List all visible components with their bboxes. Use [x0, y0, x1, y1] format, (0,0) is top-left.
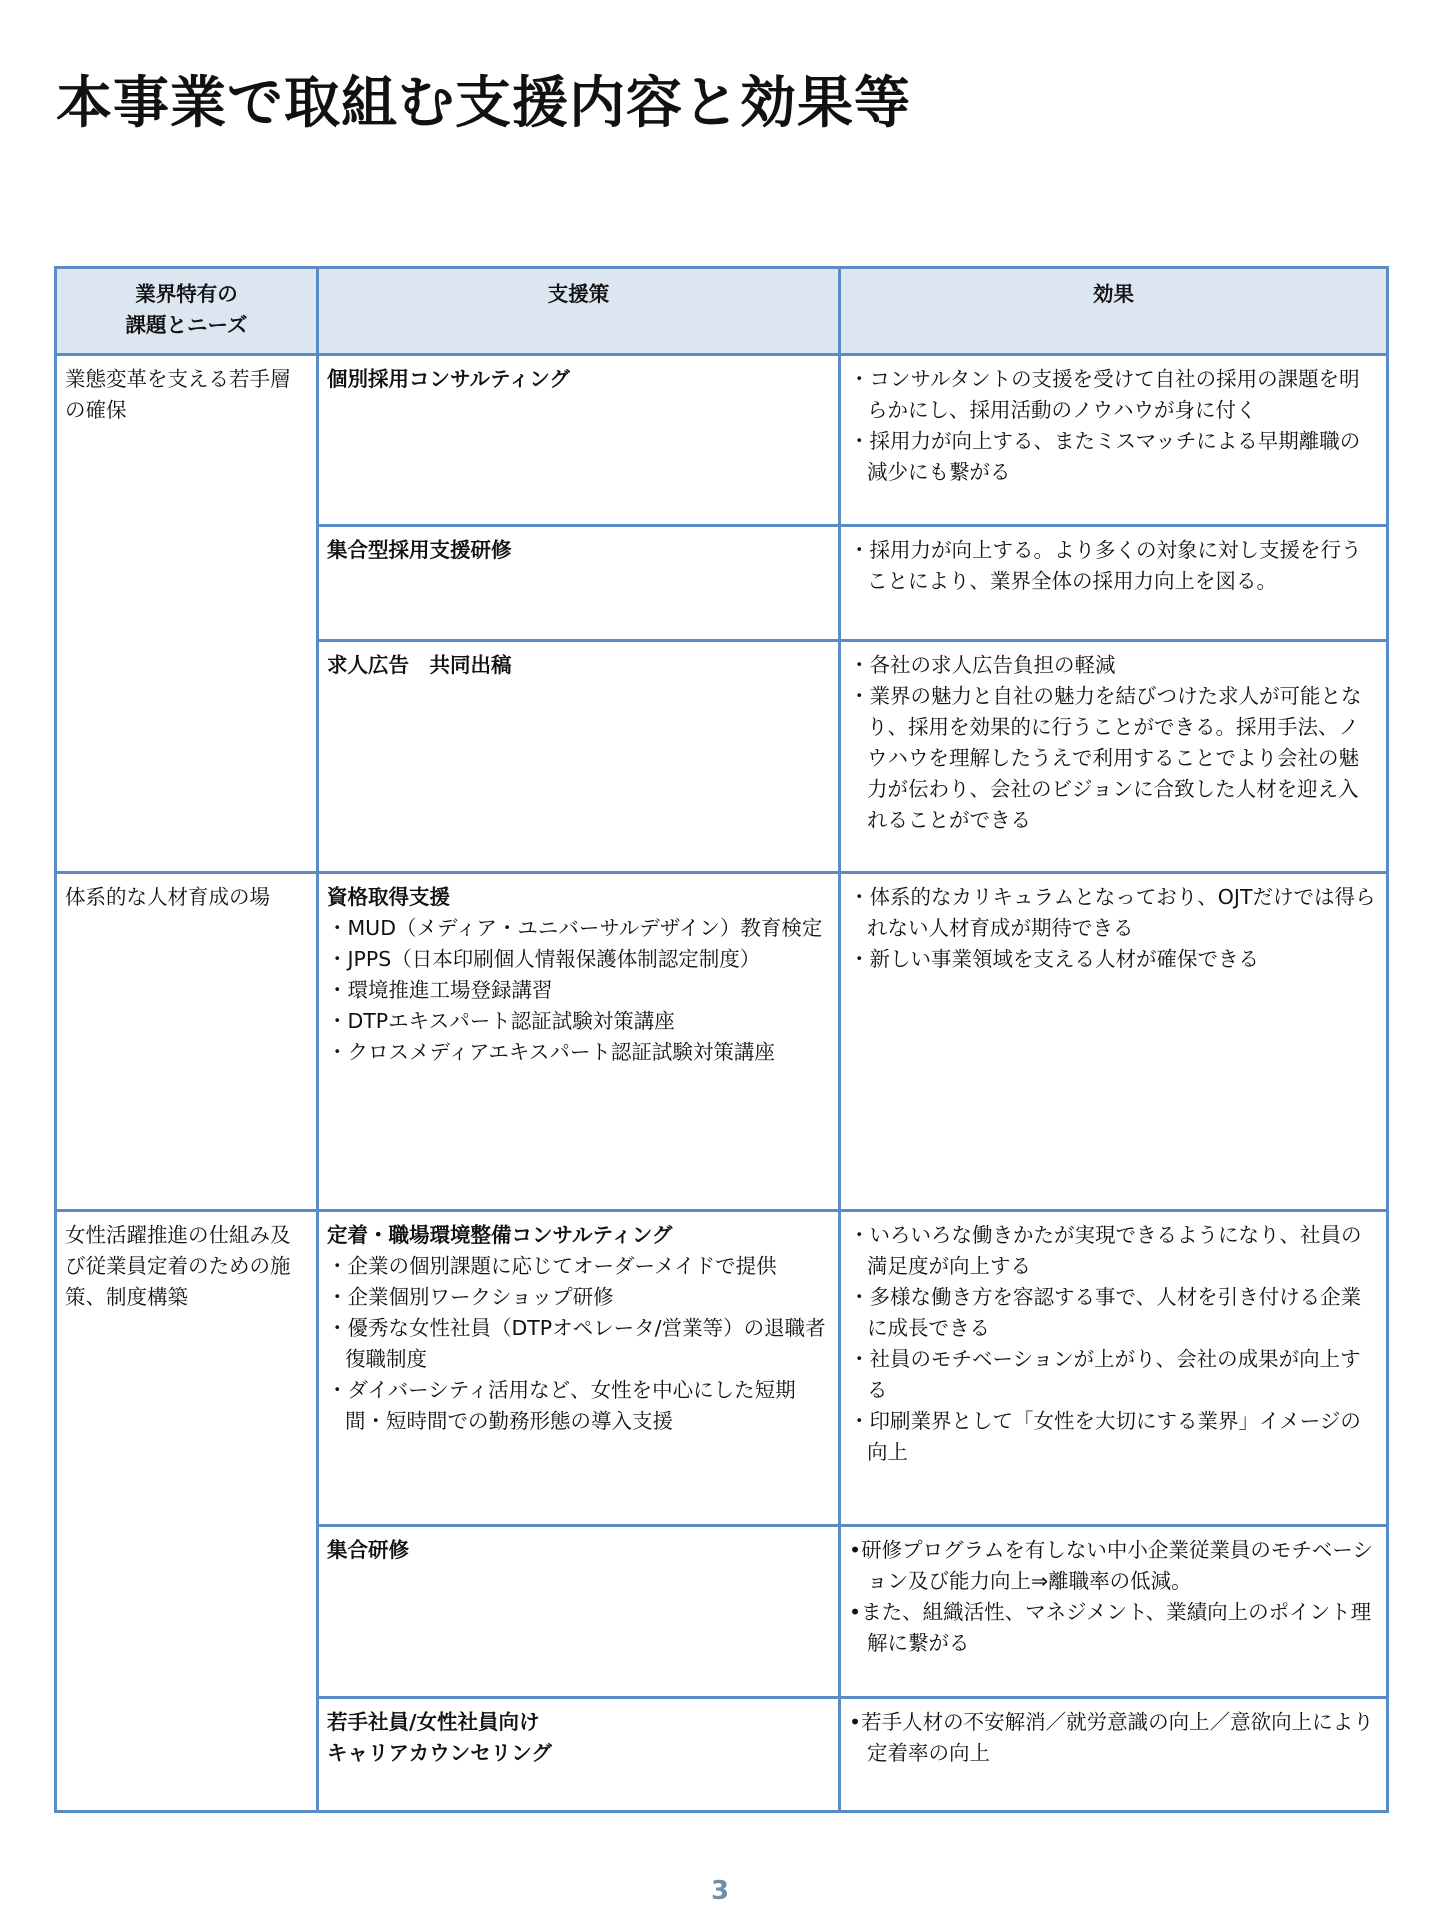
measure-item: ・クロスメディアエキスパート認証試験対策講座	[327, 1040, 775, 1064]
measure-title: 集合研修	[327, 1538, 409, 1562]
measure-item: ・環境推進工場登録講習	[327, 978, 553, 1002]
measure-title: 若手社員/女性社員向け	[327, 1710, 540, 1734]
effect-cell	[840, 873, 1388, 1211]
need-cell-hr-development: 体系的な人材育成の場	[56, 873, 318, 1211]
measure-title: 個別採用コンサルティング	[327, 367, 570, 391]
measure-item: ・DTPエキスパート認証試験対策講座	[327, 1009, 675, 1033]
effect-item: ・いろいろな働きかたが実現できるようになり、社員の満足度が向上する	[849, 1223, 1362, 1278]
measure-cell	[318, 355, 840, 526]
page-number: 3	[710, 1876, 730, 1906]
effect-cell	[840, 355, 1388, 526]
measure-title: 資格取得支援	[327, 885, 450, 909]
measure-cell	[318, 1698, 840, 1812]
header-needs	[56, 268, 318, 355]
measure-item: ・優秀な女性社員（DTPオペレータ/営業等）の退職者復職制度	[327, 1316, 826, 1371]
measure-title-line2: キャリアカウンセリング	[327, 1741, 552, 1765]
measure-item: ・企業の個別課題に応じてオーダーメイドで提供	[327, 1254, 777, 1278]
effect-cell	[840, 1526, 1388, 1698]
effect-item: ・業界の魅力と自社の魅力を結びつけた求人が可能となり、採用を効果的に行うことができる。採用手法、ノウハウを理解したうえで利用することでより会社の魅力が伝わり、会社のビジョンに合致した人材を迎え入れることができる	[849, 684, 1362, 832]
effect-item: •若手人材の不安解消／就労意識の向上／意欲向上により定着率の向上	[849, 1710, 1374, 1765]
measure-item: ・ダイバーシティ活用など、女性を中心にした短期間・短時間での勤務形態の導入支援	[327, 1378, 796, 1433]
measure-cell	[318, 641, 840, 873]
need-cell-young-recruit: 業態変革を支える若手層の確保	[56, 355, 318, 873]
measure-cell	[318, 526, 840, 641]
header-needs-line2: 課題とニーズ	[125, 313, 248, 337]
measure-title: 求人広告 共同出稿	[327, 653, 512, 677]
measure-cell	[318, 873, 840, 1211]
measure-cell	[318, 1211, 840, 1526]
measure-item: ・JPPS（日本印刷個人情報保護体制認定制度）	[327, 947, 761, 971]
table-header-row	[56, 268, 1388, 355]
effect-item: ・社員のモチベーションが上がり、会社の成果が向上する	[849, 1347, 1361, 1402]
effect-cell	[840, 641, 1388, 873]
measure-cell	[318, 1526, 840, 1698]
effect-cell	[840, 526, 1388, 641]
page-title: 本事業で取組む支援内容と効果等	[56, 71, 911, 136]
effect-item: ・新しい事業領域を支える人材が確保できる	[849, 947, 1259, 971]
need-cell-women-retention: 女性活躍推進の仕組み及び従業員定着のための施策、制度構築	[56, 1211, 318, 1812]
effect-item: ・採用力が向上する、またミスマッチによる早期離職の減少にも繋がる	[849, 429, 1361, 484]
effect-cell	[840, 1211, 1388, 1526]
effect-cell	[840, 1698, 1388, 1812]
measure-item: ・MUD（メディア・ユニバーサルデザイン）教育検定	[327, 916, 823, 940]
effect-item: ・コンサルタントの支援を受けて自社の採用の課題を明らかにし、採用活動のノウハウが身に付く	[849, 367, 1360, 422]
header-needs-line1: 業界特有の	[135, 282, 238, 306]
header-measures: 支援策	[318, 268, 840, 355]
effect-item: ・採用力が向上する。より多くの対象に対し支援を行うことにより、業界全体の採用力向上を図る。	[849, 538, 1362, 593]
effect-item: ・各社の求人広告負担の軽減	[849, 653, 1116, 677]
effect-item: ・多様な働き方を容認する事で、人材を引き付ける企業に成長できる	[849, 1285, 1362, 1340]
support-measures-table	[54, 266, 1389, 1813]
measure-title: 定着・職場環境整備コンサルティング	[327, 1223, 673, 1247]
measure-item: ・企業個別ワークショップ研修	[327, 1285, 614, 1309]
table-row	[56, 355, 1388, 526]
effect-item: ・体系的なカリキュラムとなっており、OJTだけでは得られない人材育成が期待できる	[849, 885, 1376, 940]
header-effects: 効果	[840, 268, 1388, 355]
measure-title: 集合型採用支援研修	[327, 538, 512, 562]
effect-item: •また、組織活性、マネジメント、業績向上のポイント理解に繋がる	[849, 1600, 1372, 1655]
effect-item: •研修プログラムを有しない中小企業従業員のモチベーション及び能力向上⇒離職率の低減。	[849, 1538, 1373, 1593]
table-row	[56, 1211, 1388, 1526]
effect-item: ・印刷業界として「女性を大切にする業界」イメージの向上	[849, 1409, 1361, 1464]
table-row	[56, 873, 1388, 1211]
